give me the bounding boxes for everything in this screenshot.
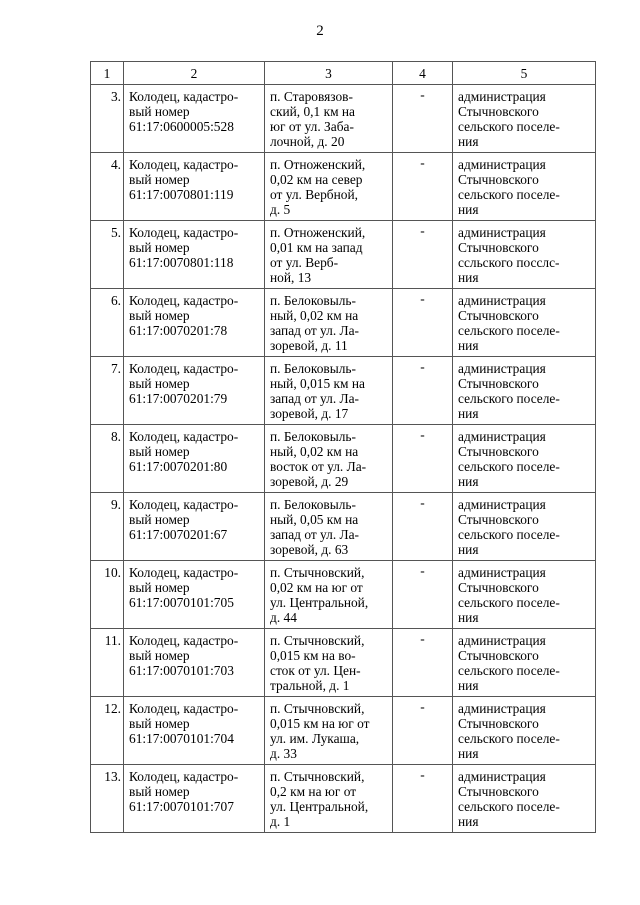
table-row bbox=[91, 221, 596, 289]
cell-text-line: ный, 0,02 км на bbox=[270, 444, 359, 459]
cell-text-line: Стычновского bbox=[458, 376, 539, 391]
cell-text-line: п. Белоковыль- bbox=[270, 497, 356, 512]
cell-text-line: ния bbox=[458, 202, 479, 217]
location-cell bbox=[265, 221, 393, 289]
location-cell bbox=[265, 85, 393, 153]
location-cell bbox=[265, 561, 393, 629]
cell-text-line: ссльского посслс- bbox=[458, 255, 560, 270]
cell-text-line: 61:17:0070801:119 bbox=[129, 187, 234, 202]
cell-text-line: п. Стычновский, bbox=[270, 565, 365, 580]
table-row bbox=[91, 85, 596, 153]
cell-text-line: 0,02 км на север bbox=[270, 172, 363, 187]
cell-text-line: ния bbox=[458, 338, 479, 353]
column-header-5: 5 bbox=[453, 62, 596, 85]
cell-text-line: от ул. Верб- bbox=[270, 255, 339, 270]
cell-text-line: ния bbox=[458, 746, 479, 761]
column-4-cell: - bbox=[393, 357, 453, 425]
object-name-cell bbox=[124, 765, 265, 833]
cell-text-line: сельского поселе- bbox=[458, 187, 560, 202]
cell-text-line: Стычновского bbox=[458, 648, 539, 663]
owner-cell bbox=[453, 85, 596, 153]
column-4-cell: - bbox=[393, 425, 453, 493]
cell-text-line: п. Отноженский, bbox=[270, 225, 366, 240]
cell-text-line: ный, 0,015 км на bbox=[270, 376, 365, 391]
cell-text-line: Колодец, кадастро- bbox=[129, 769, 239, 784]
object-name-cell bbox=[124, 561, 265, 629]
table-body bbox=[91, 85, 596, 833]
cell-text-line: вый номер bbox=[129, 648, 190, 663]
cell-text-line: администрация bbox=[458, 497, 546, 512]
column-4-cell: - bbox=[393, 85, 453, 153]
cell-text-line: ния bbox=[458, 678, 479, 693]
object-name-cell bbox=[124, 153, 265, 221]
column-4-cell: - bbox=[393, 289, 453, 357]
cell-text-line: восток от ул. Ла- bbox=[270, 459, 367, 474]
cell-text-line: ной, 13 bbox=[270, 270, 312, 285]
cell-text-line: Колодец, кадастро- bbox=[129, 497, 239, 512]
cell-text-line: п. Стычновский, bbox=[270, 701, 365, 716]
cell-text-line: запад от ул. Ла- bbox=[270, 527, 360, 542]
cell-text-line: 61:17:0070101:704 bbox=[129, 731, 234, 746]
cell-text-line: вый номер bbox=[129, 104, 190, 119]
cell-text-line: администрация bbox=[458, 225, 546, 240]
cell-text-line: сельского поселе- bbox=[458, 731, 560, 746]
page-number: 2 bbox=[316, 23, 324, 39]
cell-text-line: Стычновского bbox=[458, 716, 539, 731]
owner-cell bbox=[453, 629, 596, 697]
cell-text-line: Стычновского bbox=[458, 512, 539, 527]
object-name-cell bbox=[124, 85, 265, 153]
cell-text-line: администрация bbox=[458, 565, 546, 580]
column-4-cell: - bbox=[393, 493, 453, 561]
cell-text-line: вый номер bbox=[129, 512, 190, 527]
cell-text-line: ул. Центральной, bbox=[270, 595, 369, 610]
cell-text-line: зоревой, д. 63 bbox=[270, 542, 349, 557]
cell-text-line: ул. Центральной, bbox=[270, 799, 369, 814]
cell-text-line: д. 44 bbox=[270, 610, 297, 625]
cell-text-line: вый номер bbox=[129, 716, 190, 731]
owner-cell bbox=[453, 425, 596, 493]
cell-text-line: Стычновского bbox=[458, 104, 539, 119]
cell-text-line: вый номер bbox=[129, 784, 190, 799]
owner-cell bbox=[453, 765, 596, 833]
owner-cell bbox=[453, 357, 596, 425]
cell-text-line: 61:17:0070201:67 bbox=[129, 527, 228, 542]
cell-text-line: сельского поселе- bbox=[458, 323, 560, 338]
location-cell bbox=[265, 629, 393, 697]
table-row bbox=[91, 765, 596, 833]
owner-cell bbox=[453, 221, 596, 289]
cell-text-line: Стычновского bbox=[458, 784, 539, 799]
cell-text-line: 61:17:0070201:79 bbox=[129, 391, 228, 406]
cell-text-line: вый номер bbox=[129, 580, 190, 595]
cell-text-line: сельского поселе- bbox=[458, 119, 560, 134]
column-4-cell: - bbox=[393, 629, 453, 697]
column-header-3: 3 bbox=[265, 62, 393, 85]
object-name-cell bbox=[124, 425, 265, 493]
table-row bbox=[91, 493, 596, 561]
location-cell bbox=[265, 153, 393, 221]
cell-text-line: Стычновского bbox=[458, 580, 539, 595]
cell-text-line: сельского поселе- bbox=[458, 391, 560, 406]
cell-text-line: сельского поселе- bbox=[458, 663, 560, 678]
cell-text-line: Колодец, кадастро- bbox=[129, 293, 239, 308]
cell-text-line: ул. им. Лукаша, bbox=[270, 731, 360, 746]
cell-text-line: п. Отноженский, bbox=[270, 157, 366, 172]
cell-text-line: администрация bbox=[458, 769, 546, 784]
cell-text-line: п. Белоковыль- bbox=[270, 429, 356, 444]
owner-cell bbox=[453, 493, 596, 561]
column-4-cell: - bbox=[393, 765, 453, 833]
owner-cell bbox=[453, 153, 596, 221]
owner-cell bbox=[453, 561, 596, 629]
table-header-row bbox=[91, 62, 596, 85]
cell-text-line: зоревой, д. 29 bbox=[270, 474, 349, 489]
row-number-cell: 12. bbox=[91, 697, 124, 765]
row-number-cell: 6. bbox=[91, 289, 124, 357]
table-row bbox=[91, 425, 596, 493]
cell-text-line: вый номер bbox=[129, 308, 190, 323]
column-4-cell: - bbox=[393, 221, 453, 289]
cell-text-line: администрация bbox=[458, 701, 546, 716]
cell-text-line: сельского поселе- bbox=[458, 527, 560, 542]
table-row bbox=[91, 561, 596, 629]
cell-text-line: вый номер bbox=[129, 172, 190, 187]
table-row bbox=[91, 357, 596, 425]
cell-text-line: п. Старовязов- bbox=[270, 89, 353, 104]
column-header-1: 1 bbox=[91, 62, 124, 85]
cell-text-line: ный, 0,02 км на bbox=[270, 308, 359, 323]
cell-text-line: сельского поселе- bbox=[458, 595, 560, 610]
row-number-cell: 10. bbox=[91, 561, 124, 629]
table-row bbox=[91, 289, 596, 357]
cell-text-line: Колодец, кадастро- bbox=[129, 157, 239, 172]
cell-text-line: п. Стычновский, bbox=[270, 769, 365, 784]
cell-text-line: вый номер bbox=[129, 240, 190, 255]
cell-text-line: ния bbox=[458, 474, 479, 489]
cell-text-line: ния bbox=[458, 542, 479, 557]
cell-text-line: 0,02 км на юг от bbox=[270, 580, 363, 595]
column-header-4: 4 bbox=[393, 62, 453, 85]
row-number-cell: 3. bbox=[91, 85, 124, 153]
cell-text-line: ния bbox=[458, 814, 479, 829]
cell-text-line: ния bbox=[458, 610, 479, 625]
column-4-cell: - bbox=[393, 561, 453, 629]
cell-text-line: ния bbox=[458, 406, 479, 421]
object-name-cell bbox=[124, 629, 265, 697]
cell-text-line: Стычновского bbox=[458, 444, 539, 459]
cell-text-line: ский, 0,1 км на bbox=[270, 104, 355, 119]
cell-text-line: д. 1 bbox=[270, 814, 291, 829]
cell-text-line: 61:17:0070801:118 bbox=[129, 255, 234, 270]
location-cell bbox=[265, 357, 393, 425]
cell-text-line: тральной, д. 1 bbox=[270, 678, 350, 693]
cell-text-line: администрация bbox=[458, 429, 546, 444]
row-number-cell: 8. bbox=[91, 425, 124, 493]
cell-text-line: запад от ул. Ла- bbox=[270, 391, 360, 406]
cell-text-line: вый номер bbox=[129, 376, 190, 391]
cell-text-line: лочной, д. 20 bbox=[270, 134, 345, 149]
location-cell bbox=[265, 425, 393, 493]
cell-text-line: ния bbox=[458, 134, 479, 149]
cell-text-line: Колодец, кадастро- bbox=[129, 633, 239, 648]
cell-text-line: Стычновского bbox=[458, 172, 539, 187]
cell-text-line: администрация bbox=[458, 361, 546, 376]
cell-text-line: п. Стычновский, bbox=[270, 633, 365, 648]
cell-text-line: Колодец, кадастро- bbox=[129, 429, 239, 444]
cell-text-line: 0,015 км на юг от bbox=[270, 716, 370, 731]
column-4-cell: - bbox=[393, 153, 453, 221]
location-cell bbox=[265, 493, 393, 561]
table-row bbox=[91, 629, 596, 697]
cell-text-line: зоревой, д. 11 bbox=[270, 338, 348, 353]
object-name-cell bbox=[124, 221, 265, 289]
cell-text-line: Стычновского bbox=[458, 308, 539, 323]
cell-text-line: 61:17:0070101:707 bbox=[129, 799, 234, 814]
cell-text-line: Колодец, кадастро- bbox=[129, 701, 239, 716]
location-cell bbox=[265, 765, 393, 833]
cell-text-line: Колодец, кадастро- bbox=[129, 361, 239, 376]
row-number-cell: 9. bbox=[91, 493, 124, 561]
column-header-2: 2 bbox=[124, 62, 265, 85]
cell-text-line: 0,2 км на юг от bbox=[270, 784, 357, 799]
cell-text-line: ния bbox=[458, 270, 479, 285]
table-row bbox=[91, 697, 596, 765]
cell-text-line: д. 33 bbox=[270, 746, 297, 761]
cell-text-line: ный, 0,05 км на bbox=[270, 512, 359, 527]
column-4-cell: - bbox=[393, 697, 453, 765]
object-name-cell bbox=[124, 357, 265, 425]
cell-text-line: д. 5 bbox=[270, 202, 291, 217]
object-name-cell bbox=[124, 493, 265, 561]
cell-text-line: п. Белоковыль- bbox=[270, 293, 356, 308]
row-number-cell: 4. bbox=[91, 153, 124, 221]
row-number-cell: 13. bbox=[91, 765, 124, 833]
cell-text-line: вый номер bbox=[129, 444, 190, 459]
cell-text-line: Стычновского bbox=[458, 240, 539, 255]
cell-text-line: от ул. Вербной, bbox=[270, 187, 358, 202]
cell-text-line: 61:17:0600005:528 bbox=[129, 119, 234, 134]
cell-text-line: Колодец, кадастро- bbox=[129, 225, 239, 240]
cell-text-line: юг от ул. Заба- bbox=[270, 119, 354, 134]
cell-text-line: 0,015 км на во- bbox=[270, 648, 356, 663]
cell-text-line: зоревой, д. 17 bbox=[270, 406, 349, 421]
cell-text-line: сток от ул. Цен- bbox=[270, 663, 361, 678]
cell-text-line: 61:17:0070101:703 bbox=[129, 663, 234, 678]
object-name-cell bbox=[124, 289, 265, 357]
owner-cell bbox=[453, 289, 596, 357]
cell-text-line: 61:17:0070201:78 bbox=[129, 323, 228, 338]
cell-text-line: администрация bbox=[458, 633, 546, 648]
cell-text-line: п. Белоковыль- bbox=[270, 361, 356, 376]
location-cell bbox=[265, 289, 393, 357]
cell-text-line: администрация bbox=[458, 89, 546, 104]
cell-text-line: администрация bbox=[458, 157, 546, 172]
cell-text-line: 0,01 км на запад bbox=[270, 240, 363, 255]
registry-table bbox=[90, 61, 596, 833]
table-row bbox=[91, 153, 596, 221]
cell-text-line: 61:17:0070201:80 bbox=[129, 459, 228, 474]
row-number-cell: 5. bbox=[91, 221, 124, 289]
location-cell bbox=[265, 697, 393, 765]
cell-text-line: Колодец, кадастро- bbox=[129, 565, 239, 580]
cell-text-line: администрация bbox=[458, 293, 546, 308]
cell-text-line: 61:17:0070101:705 bbox=[129, 595, 234, 610]
cell-text-line: Колодец, кадастро- bbox=[129, 89, 239, 104]
cell-text-line: сельского поселе- bbox=[458, 799, 560, 814]
row-number-cell: 11. bbox=[91, 629, 124, 697]
cell-text-line: сельского поселе- bbox=[458, 459, 560, 474]
row-number-cell: 7. bbox=[91, 357, 124, 425]
owner-cell bbox=[453, 697, 596, 765]
cell-text-line: запад от ул. Ла- bbox=[270, 323, 360, 338]
object-name-cell bbox=[124, 697, 265, 765]
